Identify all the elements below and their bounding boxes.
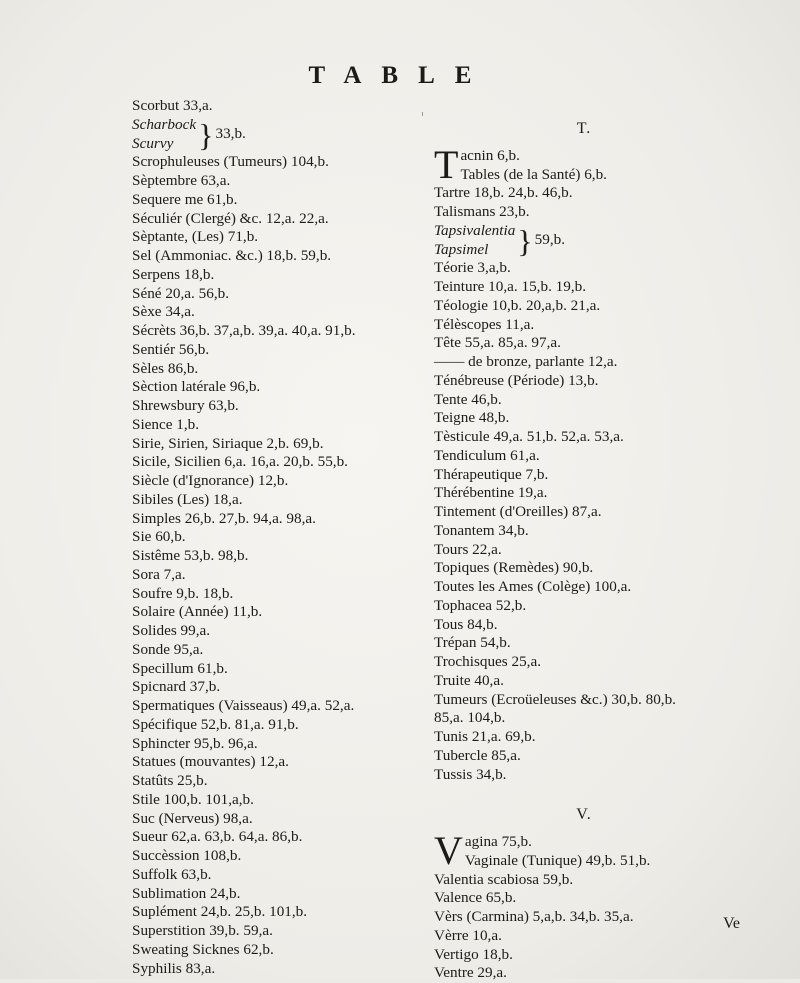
index-entry-text: acnin 6,b. xyxy=(460,146,520,164)
index-entry: Teigne 48,b. xyxy=(434,409,510,427)
braced-entry-group xyxy=(132,116,422,154)
index-entry: Solaire (Année) 11,b. xyxy=(132,603,263,621)
index-entry: Toutes les Ames (Colège) 100,a. xyxy=(434,578,632,595)
index-entry: Topiques (Remèdes) 90,b. xyxy=(434,559,594,577)
index-entry: Shrewsbury 63,b. xyxy=(132,397,239,414)
index-entry: Tonantem 34,b. xyxy=(434,521,529,539)
braced-names xyxy=(434,222,515,260)
index-entry: Tumeurs (Ecroüeleuses &c.) 30,b. 80,b. xyxy=(434,690,676,708)
index-entry: Stile 100,b. 101,a,b. xyxy=(132,790,254,808)
brace-symbol: } xyxy=(198,116,214,153)
section-letter-v: V. xyxy=(576,806,592,824)
index-entry: —— de bronze, parlante 12,a. xyxy=(434,353,618,370)
index-entry: Séné 20,a. 56,b. xyxy=(132,284,230,302)
index-entry: Sentiér 56,b. xyxy=(132,340,210,358)
index-entry: Syphilis 83,a. xyxy=(132,959,216,977)
index-entry: Vaginale (Tunique) 49,b. 51,b. xyxy=(464,851,651,869)
index-entry: Suplément 24,b. 25,b. 101,b. xyxy=(132,903,308,921)
index-entry: Scorbut 33,a. xyxy=(132,97,213,114)
index-entry: Sel (Ammoniac. &c.) 18,b. 59,b. xyxy=(132,247,332,264)
index-entry: Tubercle 85,a. xyxy=(434,746,521,764)
index-entry: Sèles 86,b. xyxy=(132,359,199,377)
braced-name: Tapsimel xyxy=(434,240,489,258)
section-letter-t: T. xyxy=(576,120,592,137)
index-entry: Solides 99,a. xyxy=(132,622,211,639)
catchword: Ve xyxy=(723,915,740,932)
index-entry: Valentia scabiosa 59,b. xyxy=(434,870,574,888)
column-mark xyxy=(422,112,423,116)
index-entry: Tunis 21,a. 69,b. xyxy=(434,728,536,745)
index-entry: Séculiér (Clergé) &c. 12,a. 22,a. xyxy=(132,209,329,227)
index-entry: Ténébreuse (Période) 13,b. xyxy=(434,371,599,389)
index-entry: Suc (Nerveus) 98,a. xyxy=(132,809,253,827)
index-entry: Sibiles (Les) 18,a. xyxy=(132,490,243,508)
index-entry: Ventre 29,a. xyxy=(434,964,507,982)
page-header: TABLE xyxy=(308,62,492,89)
index-entry: Teinture 10,a. 15,b. 19,b. xyxy=(434,278,587,295)
index-entry: Spermatiques (Vaisseaus) 49,a. 52,a. xyxy=(132,697,355,714)
index-entry: Tête 55,a. 85,a. 97,a. xyxy=(434,334,561,352)
index-entry: Téologie 10,b. 20,a,b. 21,a. xyxy=(434,296,601,314)
index-entry: Sicile, Sicilien 6,a. 16,a. 20,b. 55,b. xyxy=(132,453,348,471)
index-entry: Scrophuleuses (Tumeurs) 104,b. xyxy=(132,153,329,171)
braced-names xyxy=(132,116,196,154)
index-entry: Tables (de la Santé) 6,b. xyxy=(460,165,607,183)
index-entry: Statues (mouvantes) 12,a. xyxy=(132,753,289,771)
index-entry: Soufre 9,b. 18,b. xyxy=(132,584,234,602)
index-entry: Tours 22,a. xyxy=(434,540,502,558)
index-entry: Tous 84,b. xyxy=(434,615,498,633)
t-entries xyxy=(434,166,734,785)
index-entry: 85,a. 104,b. xyxy=(434,709,506,727)
index-entry: Truite 40,a. xyxy=(434,671,504,689)
index-entry: Sèptante, (Les) 71,b. xyxy=(132,228,259,246)
right-column xyxy=(434,114,734,983)
index-entry: Télèscopes 11,a. xyxy=(434,315,535,333)
index-entry: Sora 7,a. xyxy=(132,565,186,583)
index-entry: Siècle (d'Ignorance) 12,b. xyxy=(132,472,289,489)
index-entry: Talismans 23,b. xyxy=(434,203,530,220)
index-entry: Téorie 3,a,b. xyxy=(434,259,511,277)
index-entry: Sonde 95,a. xyxy=(132,640,204,658)
index-entry: Tintement (d'Oreilles) 87,a. xyxy=(434,503,602,520)
drop-cap-v: V xyxy=(434,828,463,873)
index-entry: Sueur 62,a. 63,b. 64,a. 86,b. xyxy=(132,828,303,846)
index-entry: Sphincter 95,b. 96,a. xyxy=(132,734,258,752)
index-entry: Statûts 25,b. xyxy=(132,772,208,789)
index-entry: Sweating Sicknes 62,b. xyxy=(132,940,274,958)
index-entry: Sequere me 61,b. xyxy=(132,190,238,208)
index-entry: Thérébentine 19,a. xyxy=(434,484,548,502)
index-entry: Sèxe 34,a. xyxy=(132,303,195,321)
index-entry: Vèrs (Carmina) 5,a,b. 34,b. 35,a. xyxy=(434,908,634,925)
index-entry: Simples 26,b. 27,b. 94,a. 98,a. xyxy=(132,509,316,527)
drop-cap-t: T xyxy=(434,141,459,187)
index-entry-text: agina 75,b. xyxy=(464,833,532,850)
braced-entry-group xyxy=(434,222,734,260)
index-entry: Superstition 39,b. 59,a. xyxy=(132,922,273,939)
braced-name: Scharbock xyxy=(132,115,197,133)
index-entry: Sirie, Sirien, Siriaque 2,b. 69,b. xyxy=(132,434,324,452)
braced-name: Tapsivalentia xyxy=(434,221,516,239)
index-entry: Succèssion 108,b. xyxy=(132,847,242,864)
index-entry: Trochisques 25,a. xyxy=(434,653,542,670)
index-entry: Vertigo 18,b. xyxy=(434,945,513,963)
index-entry: Sèptembre 63,a. xyxy=(132,172,231,189)
index-entry: Vèrre 10,a. xyxy=(434,926,502,944)
index-entry: Spécifique 52,b. 81,a. 91,b. xyxy=(132,715,299,733)
left-column xyxy=(132,97,422,978)
index-entry: Sécrèts 36,b. 37,a,b. 39,a. 40,a. 91,b. xyxy=(132,322,356,339)
index-entry: Sistême 53,b. 98,b. xyxy=(132,547,249,564)
index-entry: Spicnard 37,b. xyxy=(132,678,221,696)
index-entry: Trépan 54,b. xyxy=(434,634,511,652)
brace-symbol: } xyxy=(517,222,533,259)
index-entry: Tartre 18,b. 24,b. 46,b. xyxy=(434,184,573,202)
index-entry: Thérapeutique 7,b. xyxy=(434,465,549,483)
index-entry: Tèsticule 49,a. 51,b. 52,a. 53,a. xyxy=(434,428,624,445)
index-entry: Tophacea 52,b. xyxy=(434,596,527,614)
index-entry: Specillum 61,b. xyxy=(132,659,228,677)
braced-ref: 59,b. xyxy=(534,231,566,249)
braced-name: Scurvy xyxy=(132,134,174,152)
v-entries xyxy=(434,852,734,983)
index-entry: Valence 65,b. xyxy=(434,889,517,907)
index-entry: Serpens 18,b. xyxy=(132,265,215,283)
index-entry: Sèction latérale 96,b. xyxy=(132,378,261,396)
index-entry: Tendiculum 61,a. xyxy=(434,446,540,464)
index-entry: Sie 60,b. xyxy=(132,528,186,546)
index-entry: Sublimation 24,b. xyxy=(132,884,241,902)
index-entry: Sience 1,b. xyxy=(132,415,200,433)
index-entry: Tente 46,b. xyxy=(434,390,502,408)
index-entry: Tussis 34,b. xyxy=(434,765,507,783)
index-entry: Suffolk 63,b. xyxy=(132,865,212,883)
braced-ref: 33,b. xyxy=(215,125,246,143)
